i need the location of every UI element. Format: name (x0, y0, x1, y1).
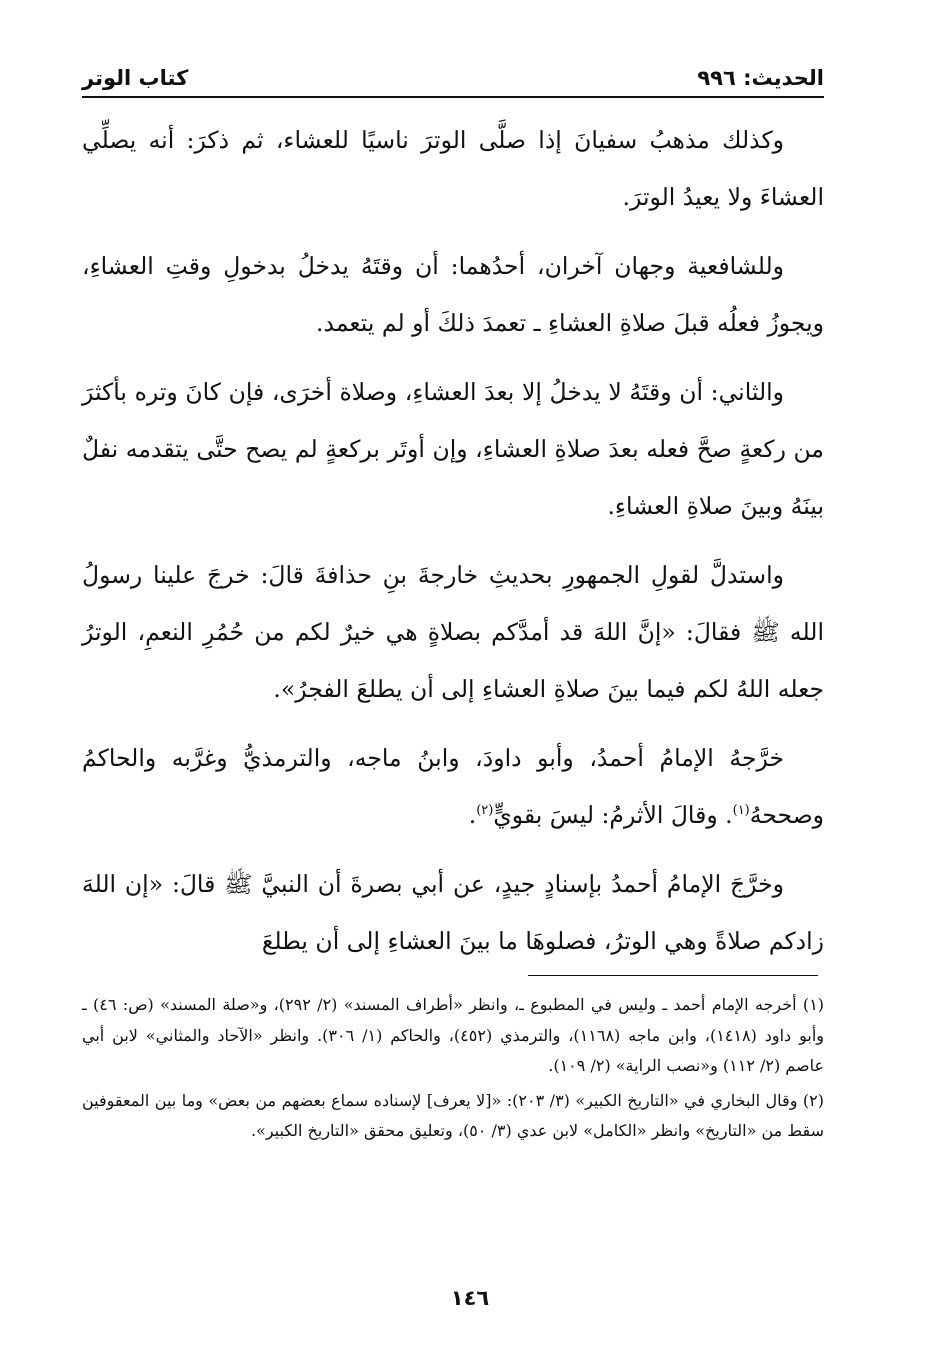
takhrij-text: . وقالَ الأثرمُ: ليسَ بقويٍّ (493, 801, 733, 829)
book-title: كتاب الوتر (82, 66, 189, 90)
paragraph: وللشافعية وجهان آخران، أحدُهما: أن وقتَهُ يدخلُ بدخولِ وقتِ العشاءِ، ويجوزُ فعلُه قبلَ صلاةِ العشاءِ ـ تعمدَ ذلكَ أو لم يتعمد. (82, 252, 824, 337)
footnote-2: (٢) وقال البخاري في «التاريخ الكبير» (٣/ ٢٠٣): «[لا يعرف] لإسناده سماع بعضهم من بعض» وما بين المعقوفين سقط من «التاريخ» وانظر «الكامل» لابن عدي (٣/ ٥٠)، وتعليق محقق «التاريخ الكبير». (82, 1090, 824, 1140)
running-header (82, 60, 824, 98)
takhrij-text: . (468, 801, 477, 829)
footnote-marker-1[interactable]: (١) (732, 803, 750, 819)
takhrij-paragraph (82, 730, 824, 844)
paragraph: واستدلَّ لقولِ الجمهورِ بحديثِ خارجةَ بنِ حذافةَ قالَ: خرجَ علينا رسولُ الله ﷺ فقالَ: «إنَّ اللهَ قد أمدَّكم بصلاةٍ هي خيرٌ لكم من حُمُرِ النعمِ، الوترُ جعله اللهُ لكم فيما بينَ صلاةِ العشاءِ إلى أن يطلعَ الفجرُ». (82, 561, 824, 703)
paragraph: والثاني: أن وقتَهُ لا يدخلُ إلا بعدَ العشاءِ، وصلاة أخرَى، فإن كانَ وتره بأكثرَ من ركعةٍ صحَّ فعله بعدَ صلاةِ العشاءِ، وإن أوتَر بركعةٍ لم يصح حتَّى يتقدمه نفلٌ بينَهُ وبينَ صلاةِ العشاءِ. (82, 378, 824, 520)
footnote-marker-2[interactable]: (٢) (476, 803, 494, 819)
footnotes (82, 990, 824, 1151)
footnote-1: (١) أخرجه الإمام أحمد ـ وليس في المطبوع ـ، وانظر «أطراف المسند» (٢/ ٢٩٢)، و«صلة المسند» (ص: ٤٦) ـ وأبو داود (١٤١٨)، وابن ماجه (١١٦٨)، والترمذي (٤٥٢)، والحاكم (١/ ٣٠٦). وانظر «الآحاد والمثاني» لابن أبي عاصم (٢/ ١١٢) و«نصب الراية» (٢/ ١٠٩). (82, 995, 825, 1075)
paragraph: وكذلك مذهبُ سفيانَ إذا صلَّى الوترَ ناسيًا للعشاء، ثم ذكرَ: أنه يصلِّي العشاءَ ولا يعيدُ الوترَ. (82, 126, 824, 211)
main-text (82, 112, 824, 982)
page-number: ١٤٦ (450, 1286, 490, 1310)
footnote-separator (528, 975, 818, 976)
takhrij-text: خرَّجهُ الإمامُ أحمدُ، وأبو داودَ، وابنُ ماجه، والترمذيُّ وغرَّبه والحاكمُ وصححهُ (82, 744, 824, 829)
paragraph: وخرَّجَ الإمامُ أحمدُ بإسنادٍ جيدٍ، عن أبي بصرةَ أن النبيَّ ﷺ قالَ: «إن اللهَ زادكم صلاةً وهي الوترُ، فصلوهَا ما بينَ العشاءِ إلى أن يطلعَ (82, 870, 824, 955)
hadith-number-label: الحديث: ٩٩٦ (697, 66, 824, 90)
